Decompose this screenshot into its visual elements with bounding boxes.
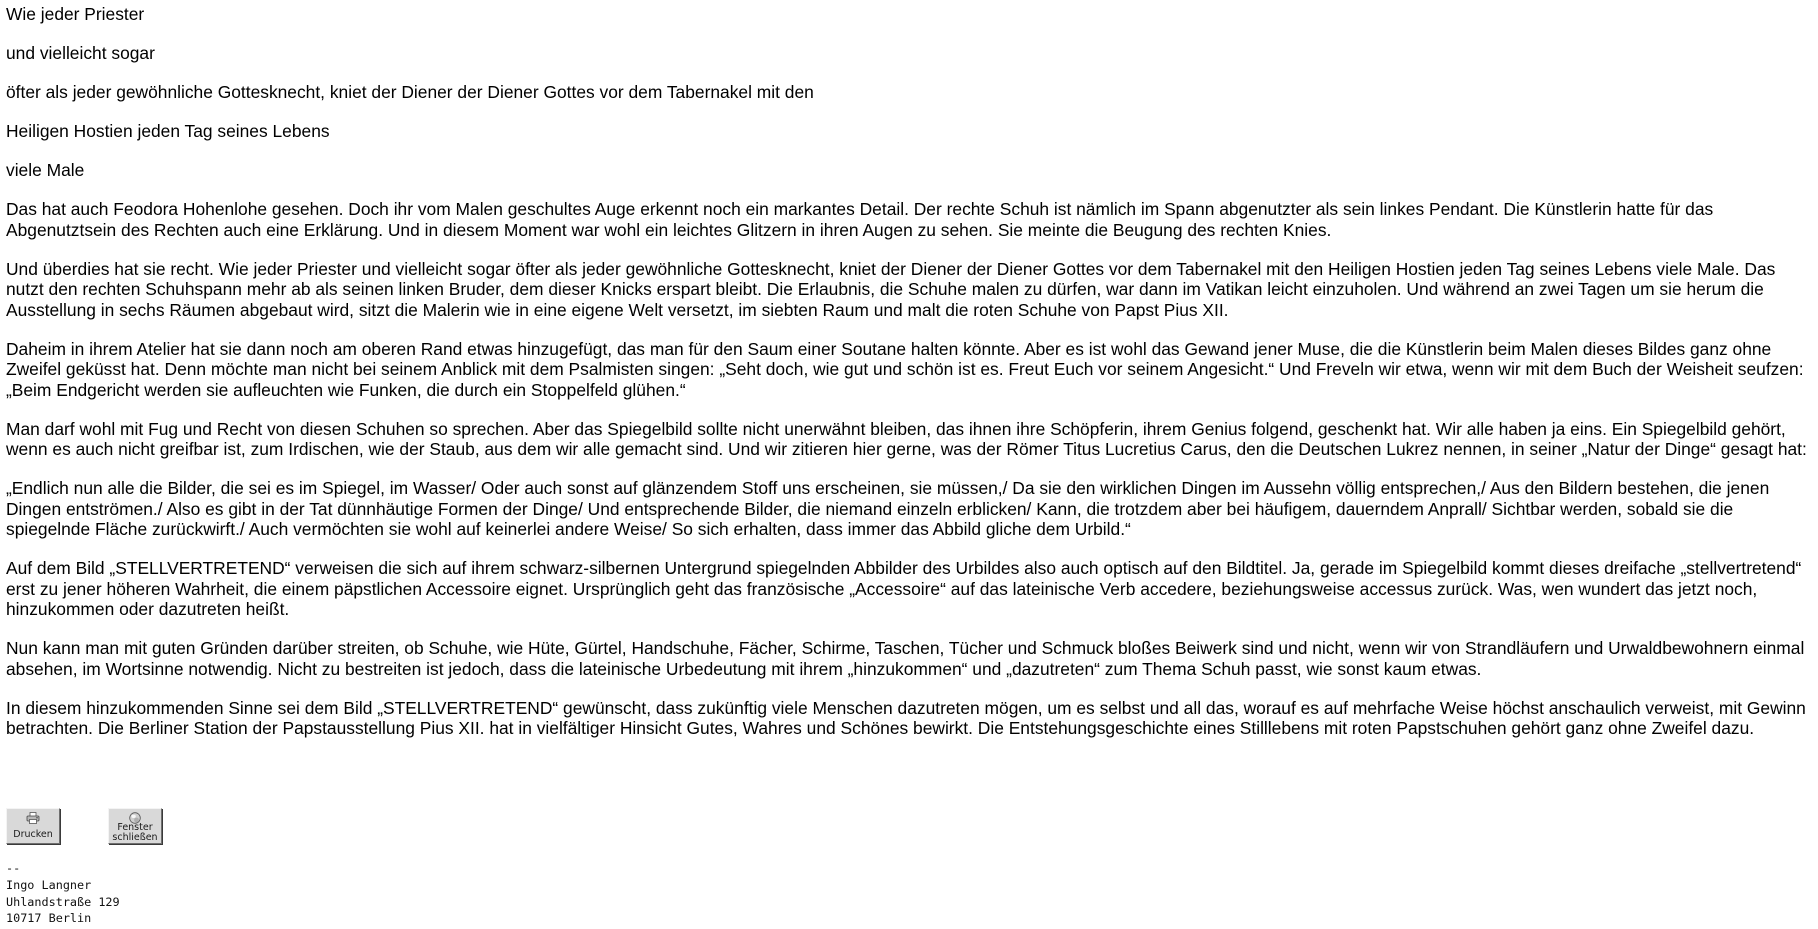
signature-name: Ingo Langner xyxy=(6,877,92,892)
article-paragraph: öfter als jeder gewöhnliche Gottesknecht, kniet der Diener der Diener Gottes vor dem Tabernakel mit den xyxy=(6,82,814,102)
article-paragraph: Nun kann man mit guten Gründen darüber streiten, ob Schuhe, wie Hüte, Gürtel, Handschuhe, Fächer, Schirme, Taschen, Tücher und Schmuck bloßes Beiwerk sind und nicht, wenn wir von Strandläufern und Urwaldbewohnern einmal absehen, im Wortsinne notwendig. Nicht zu bestreiten ist jedoch, dass die lateinische Urbedeutung mit ihrem „hinzukommen“ und „dazutreten“ zum Thema Schuh passt, wie sonst kaum etwas. xyxy=(6,638,1805,679)
article-paragraph: Und überdies hat sie recht. Wie jeder Priester und vielleicht sogar öfter als jeder gewöhnliche Gottesknecht, kniet der Diener der Diener Gottes vor dem Tabernakel mit den Heiligen Hostien jeden Tag seines Lebens viele Male. Das nutzt den rechten Schuhspann mehr ab als seinen linken Bruder, dem dieser Knicks erspart bleibt. Die Erlaubnis, die Schuhe malen zu dürfen, war dann im Vatikan leicht einzuholen. Und während an zwei Tagen um sie herum die Ausstellung in sechs Räumen abgebaut wird, sitzt die Malerin wie in eine eigene Welt versetzt, im siebten Raum und malt die roten Schuhe von Papst Pius XII. xyxy=(6,258,1776,320)
close-window-button-label xyxy=(109,823,161,843)
signature-separator: -- xyxy=(6,861,21,875)
article-paragraph: und vielleicht sogar xyxy=(6,43,155,63)
close-label-line2: schließen xyxy=(112,832,158,843)
printer-icon xyxy=(26,812,40,824)
article-body xyxy=(6,4,1814,757)
article-paragraph: Daheim in ihrem Atelier hat sie dann noch am oberen Rand etwas hinzugefügt, das man für den Saum einer Soutane halten könnte. Aber es ist wohl das Gewand jener Muse, die die Künstlerin beim Malen dieses Bildes ganz ohne Zweifel geküsst hat. Denn möchte man nicht bei seinem Anblick mit dem Psalmisten singen: „Seht doch, wie gut und schön ist es. Freut Euch vor seinem Angesicht.“ Und Freveln wir etwa, wenn wir mit dem Buch der Weisheit seufzen: „Beim Endgericht werden sie aufleuchten wie Funken, die durch ein Stoppelfeld glühen.“ xyxy=(6,338,1804,400)
article-paragraph: viele Male xyxy=(6,160,85,180)
print-button-label: Drucken xyxy=(13,829,53,840)
article-paragraph: Wie jeder Priester xyxy=(6,4,145,24)
signature-street: Uhlandstraße 129 xyxy=(6,894,120,909)
article-paragraph: Man darf wohl mit Fug und Recht von diesen Schuhen so sprechen. Aber das Spiegelbild sollte nicht unerwähnt bleiben, das ihnen ihre Schöpferin, ihrem Genius folgend, geschenkt hat. Wir alle haben ja eins. Ein Spiegelbild gehört, wenn es auch nicht greifbar ist, zum Irdischen, wie der Staub, aus dem wir alle gemacht sind. Und wir zitieren hier gerne, was der Römer Titus Lucretius Carus, den die Deutschen Lukrez nennen, in seiner „Natur der Dinge“ gesagt hat: xyxy=(6,418,1807,459)
article-paragraph: Auf dem Bild „STELLVERTRETEND“ verweisen die sich auf ihrem schwarz-silbernen Untergrund spiegelnden Abbilder des Urbildes also auch optisch auf den Bildtitel. Ja, gerade im Spiegelbild kommt dieses dreifache „stellvertretend“ erst zu jener höheren Wahrheit, die einem päpstlichen Accessoire eignet. Ursprünglich geht das französische „Accessoire“ auf das lateinische Verb accedere, beziehungsweise accessus zurück. Was, wen wundert das jetzt noch, hinzukommen oder dazutreten heißt. xyxy=(6,558,1802,619)
quote-paragraph: „Endlich nun alle die Bilder, die sei es im Spiegel, im Wasser/ Oder auch sonst auf glänzendem Stoff uns erscheinen, sie müssen,/ Da sie den wirklichen Dingen im Aussehn völlig entsprechen,/ Aus den Bildern bestehen, die jenen Dingen entströmen./ Also es gibt in der Tat dünnhäutige Formen der Dinge/ Und entsprechende Bilder, die niemand einzeln erblicken/ Kann, die trotzdem aber bei häufigem, dauerndem Anprall/ Sichtbar werden, sobald sie die spiegelnde Fläche zurückwirft./ Auch vermöchten sie wohl auf keinerlei andere Weise/ So sich erhalten, dass immer das Abbild gliche dem Urbild.“ xyxy=(6,478,1770,539)
signature-block xyxy=(6,860,120,927)
close-label-line1: Fenster xyxy=(117,822,153,833)
article-paragraph: Heiligen Hostien jeden Tag seines Lebens xyxy=(6,121,330,141)
print-button[interactable] xyxy=(6,808,60,844)
signature-city: 10717 Berlin xyxy=(6,911,92,926)
close-window-button[interactable] xyxy=(108,808,162,844)
article-paragraph: Das hat auch Feodora Hohenlohe gesehen. Doch ihr vom Malen geschultes Auge erkennt noch ein markantes Detail. Der rechte Schuh ist nämlich im Spann abgenutzter als sein linkes Pendant. Die Künstlerin hatte für das Abgenutztsein des Rechten auch eine Erklärung. Und in diesem Moment war wohl ein leichtes Glitzern in ihren Augen zu sehen. Sie meinte die Beugung des rechten Knies. xyxy=(6,199,1714,240)
article-paragraph: In diesem hinzukommenden Sinne sei dem Bild „STELLVERTRETEND“ gewünscht, dass zukünftig viele Menschen dazutreten mögen, um es selbst und all das, worauf es auf mehrfache Weise höchst anschaulich verweist, mit Gewinn betrachten. Die Berliner Station der Papstausstellung Pius XII. hat in vielfältiger Hinsicht Gutes, Wahres und Schönes bewirkt. Die Entstehungsgeschichte eines Stilllebens mit roten Papstschuhen gehört ganz ohne Zweifel dazu. xyxy=(6,697,1806,738)
